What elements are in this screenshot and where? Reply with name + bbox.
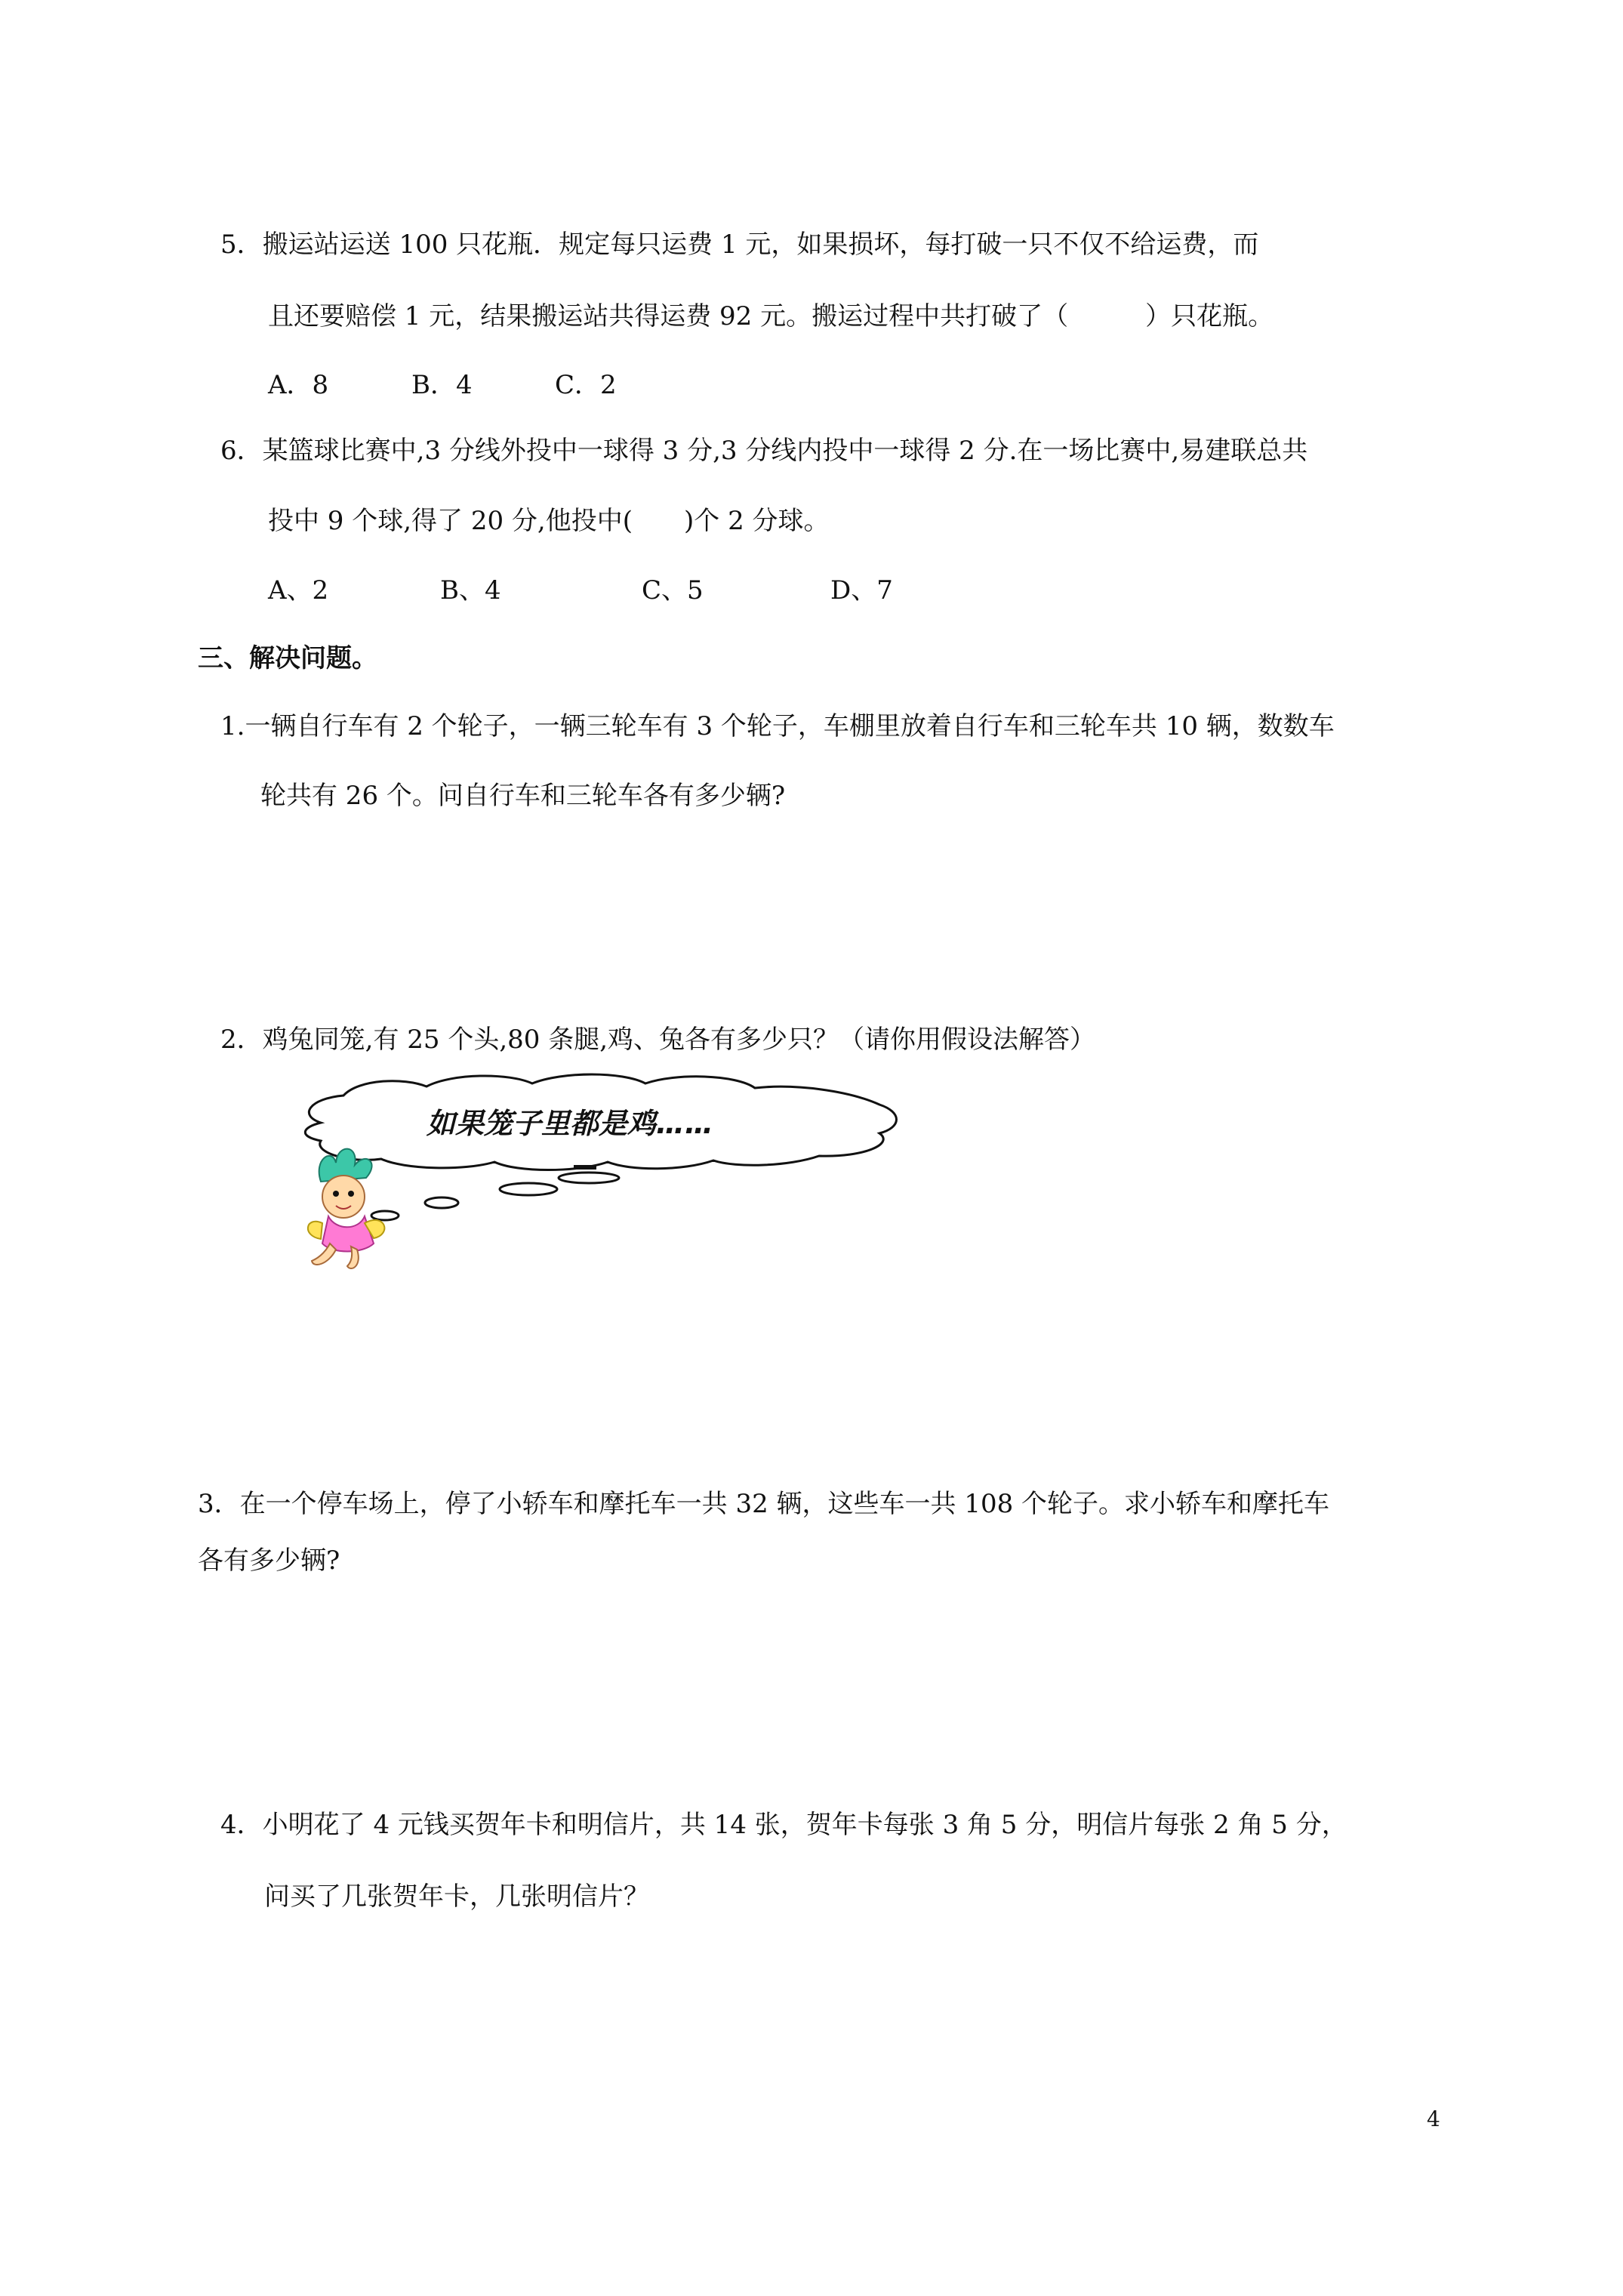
q5-option-a: A．8 — [268, 370, 329, 400]
thought-bubble-tiny — [371, 1211, 399, 1220]
q5-option-b: B．4 — [411, 370, 473, 400]
p4-line-2: 问买了几张贺年卡，几张明信片？ — [264, 1881, 649, 1912]
q5-option-c: C．2 — [555, 370, 617, 400]
p4-line-1: 4．小明花了 4 元钱买贺年卡和明信片，共 14 张，贺年卡每张 3 角 5 分，明信片每张 2 角 5 分， — [220, 1810, 1347, 1840]
q5-line-1: 5．搬运站运送 100 只花瓶．规定每只运费 1 元，如果损坏，每打破一只不仅不给运费，而 — [220, 230, 1259, 260]
p1-line-1: 1.一辆自行车有 2 个轮子，一辆三轮车有 3 个轮子，车棚里放着自行车和三轮车共 10 辆，数数车 — [220, 711, 1335, 741]
p3-line-2: 各有多少辆? — [198, 1546, 340, 1576]
q6-option-a: A、2 — [268, 575, 329, 606]
section-3-title: 三、解决问题。 — [198, 643, 377, 673]
q6-option-c: C、5 — [642, 575, 704, 606]
cartoon-girl-icon — [308, 1149, 384, 1268]
page-number: 4 — [1427, 2106, 1440, 2131]
p1-line-2: 轮共有 26 个。问自行车和三轮车各有多少辆? — [260, 781, 786, 811]
p3-line-1: 3．在一个停车场上，停了小轿车和摩托车一共 32 辆，这些车一共 108 个轮子。求小轿车和摩托车 — [198, 1489, 1330, 1519]
q6-option-b: B、4 — [440, 575, 501, 606]
thought-bubble-large — [559, 1173, 619, 1183]
p2-line-1: 2．鸡兔同笼,有 25 个头,80 条腿,鸡、兔各有多少只？（请你用假设法解答） — [220, 1025, 1096, 1055]
thought-cloud-illustration — [291, 1068, 910, 1280]
q6-option-d: D、7 — [830, 575, 893, 606]
q5-line-2: 且还要赔偿 1 元，结果搬运站共得运费 92 元。搬运过程中共打破了（ ）只花瓶。 — [268, 301, 1274, 331]
thought-text: 如果笼子里都是鸡…… — [427, 1107, 714, 1140]
q6-line-1: 6．某篮球比赛中,3 分线外投中一球得 3 分,3 分线内投中一球得 2 分.在一场比赛中,易建联总共 — [220, 436, 1308, 466]
thought-bubble-medium — [500, 1183, 557, 1195]
q6-line-2: 投中 9 个球,得了 20 分,他投中( )个 2 分球。 — [268, 506, 830, 536]
thought-bubble-small — [425, 1197, 458, 1208]
cloud-base-mark — [574, 1165, 596, 1170]
